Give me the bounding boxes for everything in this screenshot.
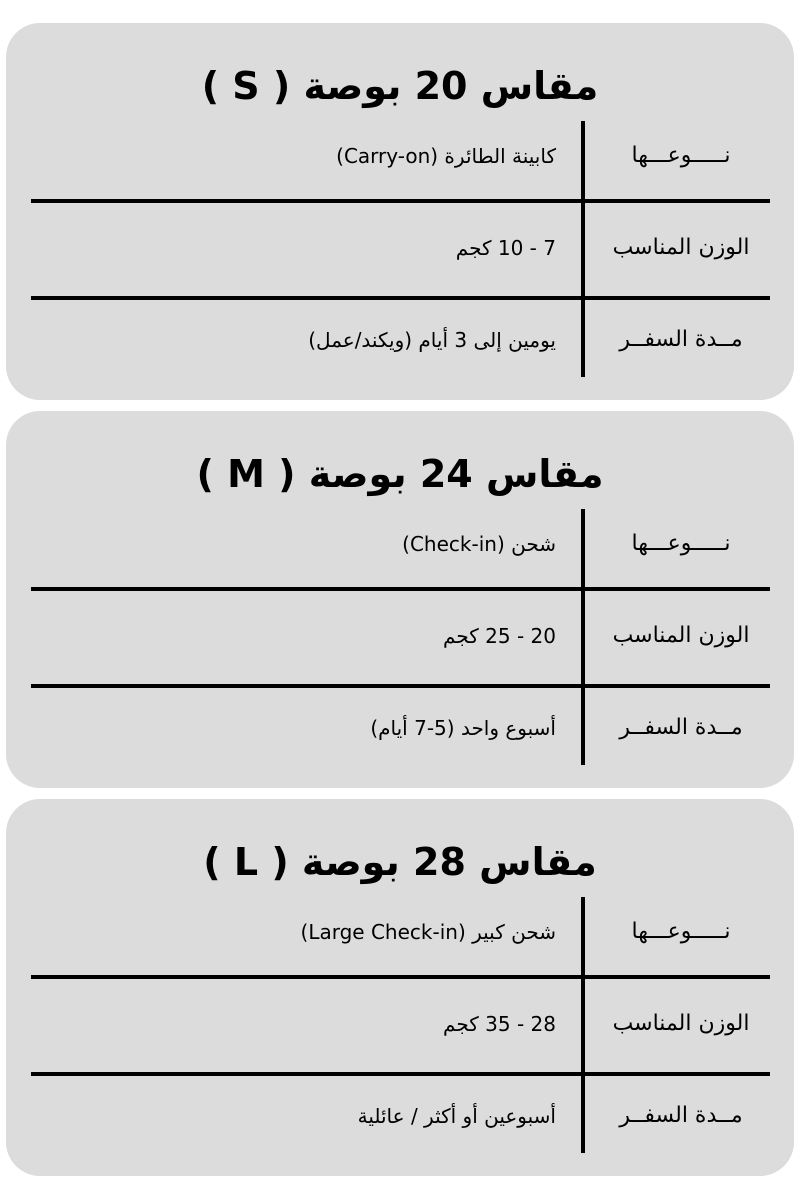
duration-value: يومين إلى 3 أيام (ويكند/عمل) [308,328,556,352]
row-divider [31,975,770,979]
weight-label: الوزن المناسب [612,235,750,260]
duration-label: مــدة السفــر [619,715,743,740]
row-divider [31,587,770,591]
duration-value: أسبوعين أو أكثر / عائلية [357,1104,556,1128]
weight-label: الوزن المناسب [612,1011,750,1036]
type-value: كابينة الطائرة (Carry-on) [336,144,556,168]
size-card-medium [6,411,794,788]
duration-value: أسبوع واحد (5-7 أيام) [370,716,556,740]
weight-value: 7 - 10 كجم [455,236,556,260]
size-card-small [6,23,794,400]
duration-label: مــدة السفــر [619,1103,743,1128]
card-title: مقاس 20 بوصة ( S ) [201,64,599,108]
type-label: نـــــوعـــها [631,531,731,556]
type-value: شحن (Check-in) [402,532,556,556]
column-divider [581,897,585,1153]
weight-value: 20 - 25 كجم [443,624,556,648]
card-title: مقاس 24 بوصة ( M ) [196,452,604,496]
row-divider [31,1072,770,1076]
row-divider [31,296,770,300]
card-title: مقاس 28 بوصة ( L ) [203,840,597,884]
duration-label: مــدة السفــر [619,327,743,352]
column-divider [581,121,585,377]
size-card-large [6,799,794,1176]
column-divider [581,509,585,765]
type-label: نـــــوعـــها [631,919,731,944]
row-divider [31,684,770,688]
type-label: نـــــوعـــها [631,143,731,168]
weight-label: الوزن المناسب [612,623,750,648]
weight-value: 28 - 35 كجم [443,1012,556,1036]
type-value: شحن كبير (Large Check-in) [300,920,556,944]
row-divider [31,199,770,203]
